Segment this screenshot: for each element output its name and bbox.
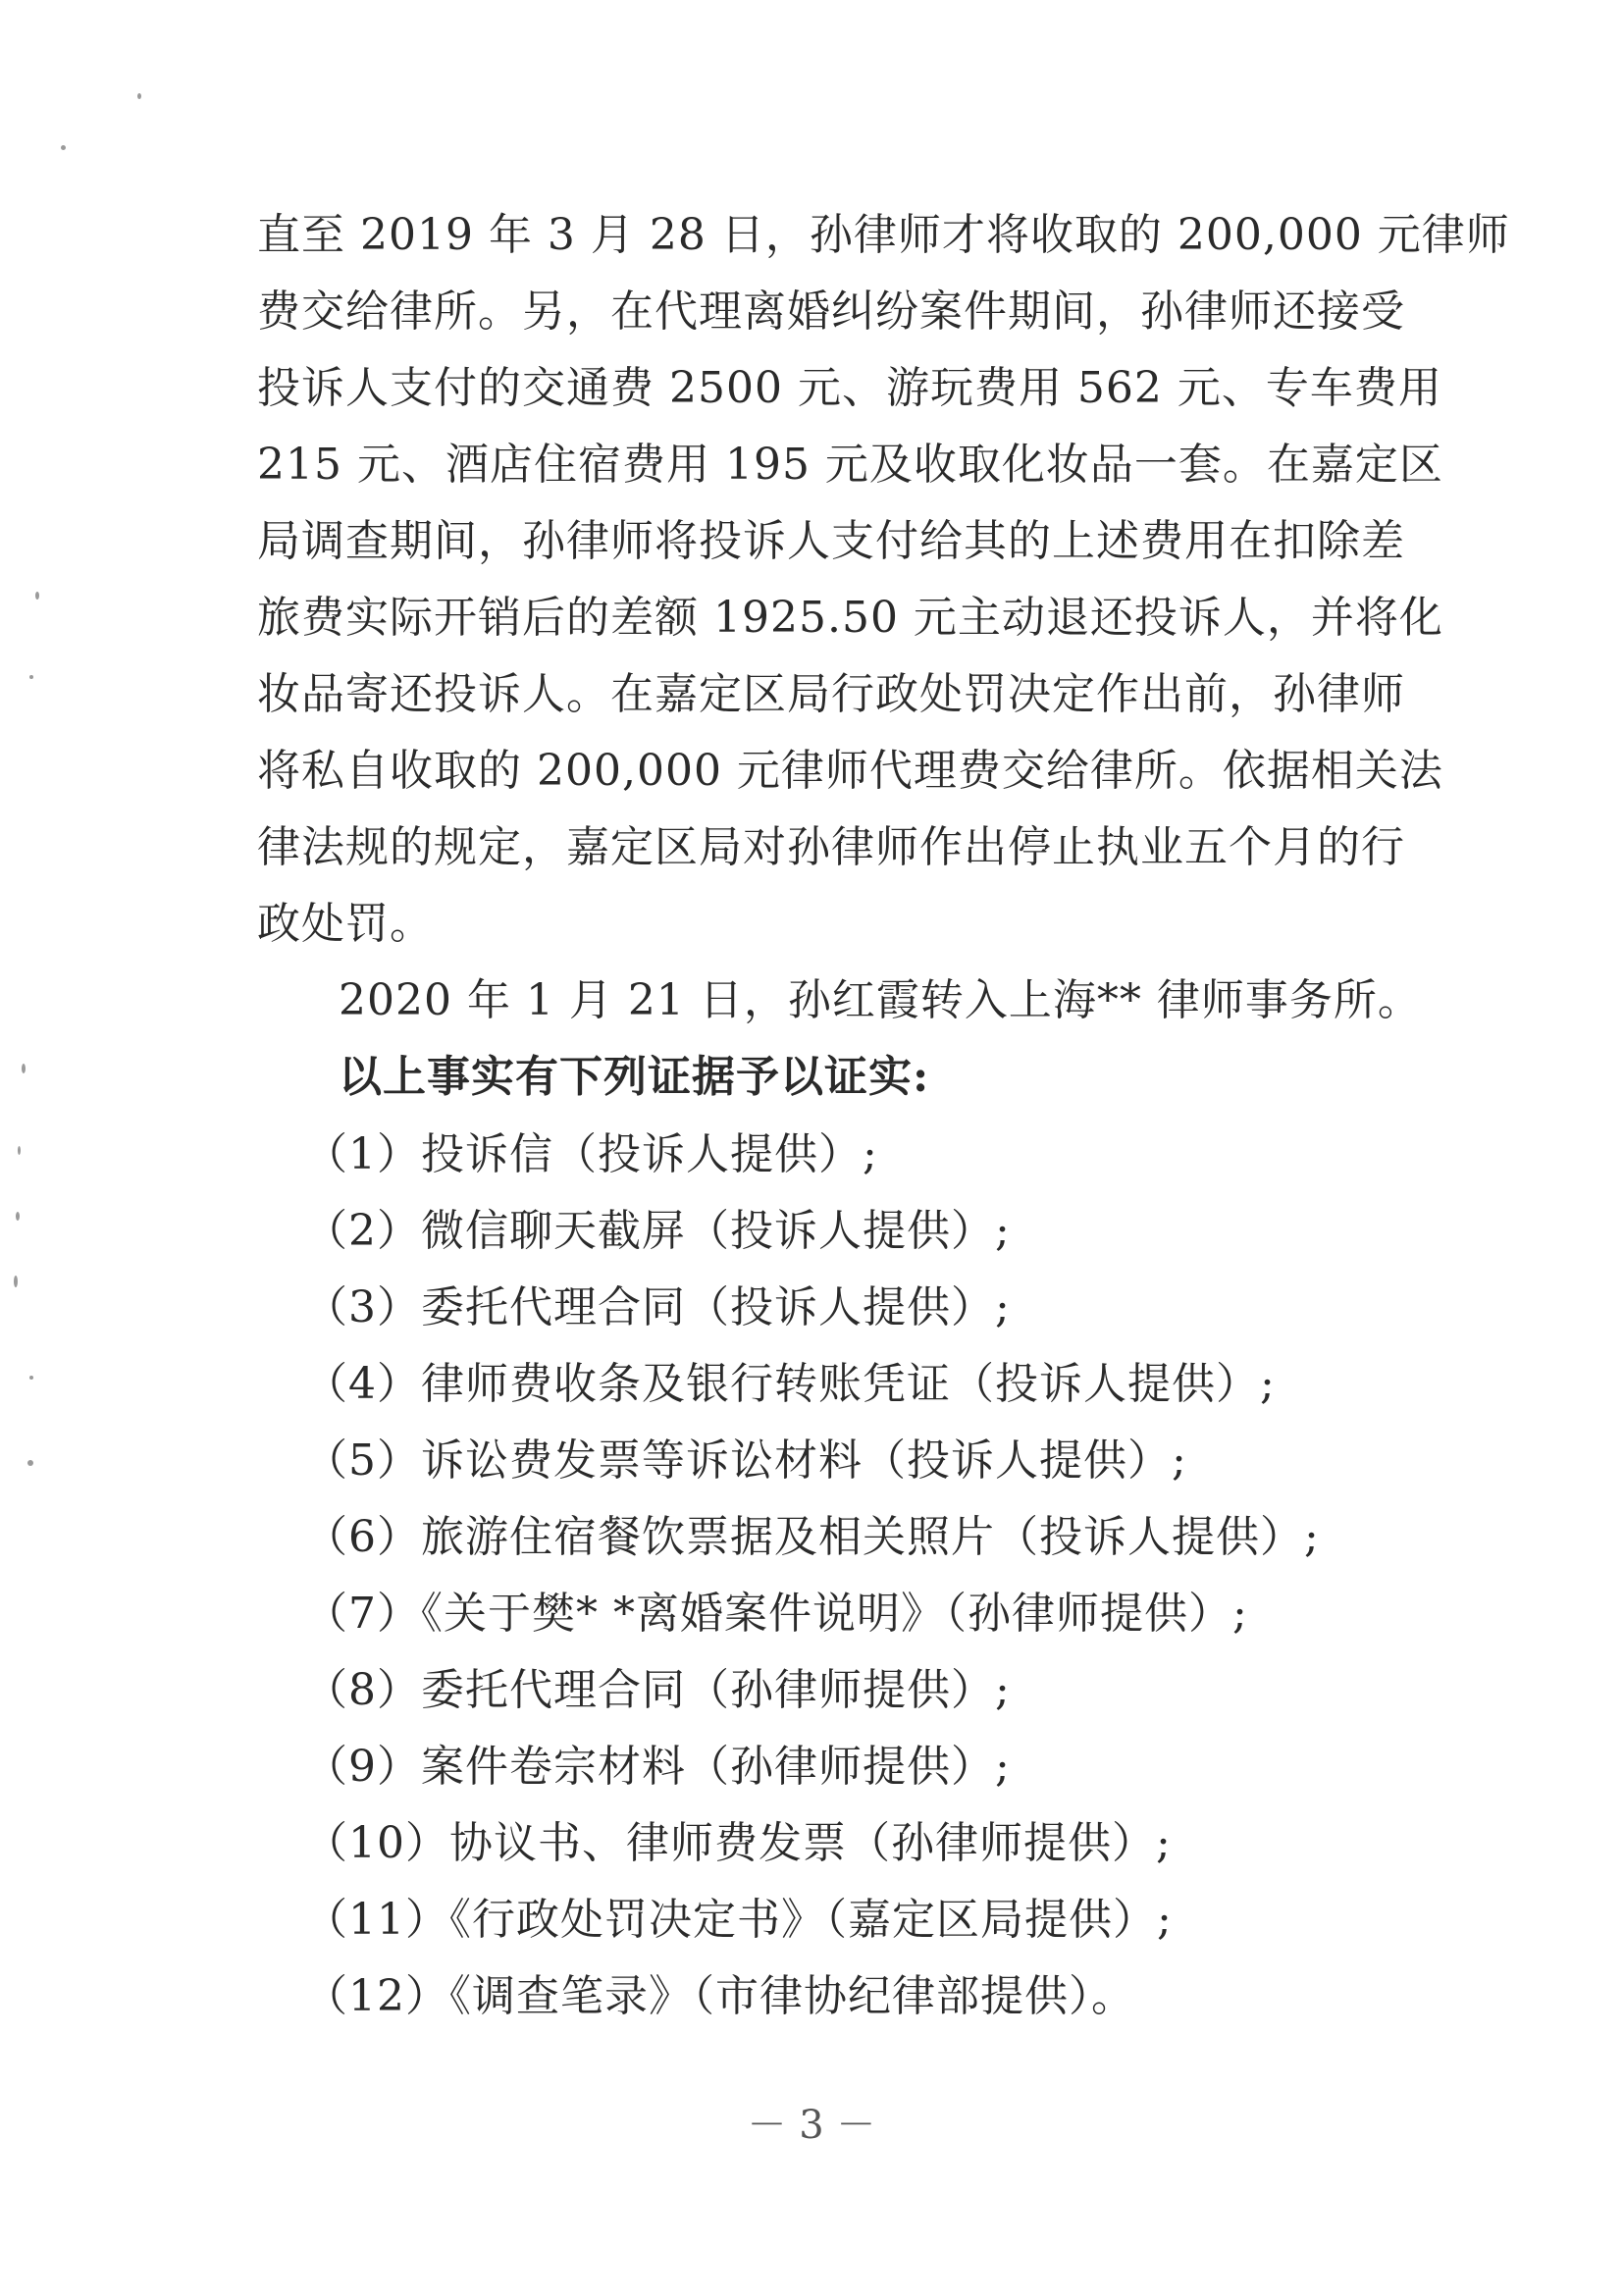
evidence-item: （8）委托代理合同（孙律师提供）; — [304, 1665, 1011, 1715]
evidence-item: （1）投诉信（投诉人提供）; — [304, 1129, 878, 1179]
evidence-item: （6）旅游住宿餐饮票据及相关照片（投诉人提供）; — [304, 1512, 1320, 1562]
paragraph-line: 费交给律所。另，在代理离婚纠纷案件期间，孙律师还接受 — [257, 287, 1405, 337]
scan-speck — [35, 592, 39, 600]
paragraph-line: 投诉人支付的交通费 2500 元、游玩费用 562 元、专车费用 — [257, 363, 1442, 413]
paragraph-line: 局调查期间，孙律师将投诉人支付给其的上述费用在扣除差 — [257, 516, 1405, 566]
scan-speck — [29, 1376, 33, 1380]
page-number: － 3 － — [747, 2103, 876, 2148]
evidence-item: （9）案件卷宗材料（孙律师提供）; — [304, 1742, 1011, 1792]
transfer-sentence: 2020 年 1 月 21 日，孙红霞转入上海** 律师事务所。 — [339, 975, 1422, 1025]
evidence-item: （10）协议书、律师费发票（孙律师提供）; — [304, 1818, 1172, 1868]
evidence-item: （11）《行政处罚决定书》（嘉定区局提供）; — [304, 1895, 1173, 1945]
paragraph-line: 律法规的规定，嘉定区局对孙律师作出停止执业五个月的行 — [257, 822, 1405, 872]
paragraph-line: 直至 2019 年 3 月 28 日，孙律师才将收取的 200,000 元律师 — [257, 210, 1510, 260]
scan-speck — [22, 1064, 26, 1073]
evidence-item: （2）微信聊天截屏（投诉人提供）; — [304, 1206, 1011, 1256]
scan-speck — [14, 1276, 18, 1287]
paragraph-line: 政处罚。 — [257, 899, 434, 949]
paragraph-line: 215 元、酒店住宿费用 195 元及收取化妆品一套。在嘉定区 — [257, 440, 1443, 490]
evidence-item: （7）《关于樊* *离婚案件说明》（孙律师提供）; — [304, 1589, 1248, 1639]
evidence-item: （3）委托代理合同（投诉人提供）; — [304, 1282, 1011, 1332]
scan-speck — [18, 1146, 21, 1155]
paragraph-line: 将私自收取的 200,000 元律师代理费交给律所。依据相关法 — [257, 746, 1443, 796]
evidence-item: （5）诉讼费发票等诉讼材料（投诉人提供）; — [304, 1435, 1187, 1486]
evidence-heading: 以上事实有下列证据予以证实: — [339, 1052, 930, 1102]
scan-speck — [61, 145, 66, 150]
scan-speck — [29, 675, 33, 679]
scan-speck — [16, 1212, 20, 1221]
evidence-item: （4）律师费收条及银行转账凭证（投诉人提供）; — [304, 1359, 1276, 1409]
evidence-item: （12）《调查笔录》（市律协纪律部提供）。 — [304, 1971, 1135, 2021]
paragraph-line: 旅费实际开销后的差额 1925.50 元主动退还投诉人，并将化 — [257, 593, 1443, 643]
paragraph-line: 妆品寄还投诉人。在嘉定区局行政处罚决定作出前，孙律师 — [257, 669, 1405, 719]
scan-speck — [27, 1460, 33, 1466]
scan-speck — [137, 93, 141, 99]
